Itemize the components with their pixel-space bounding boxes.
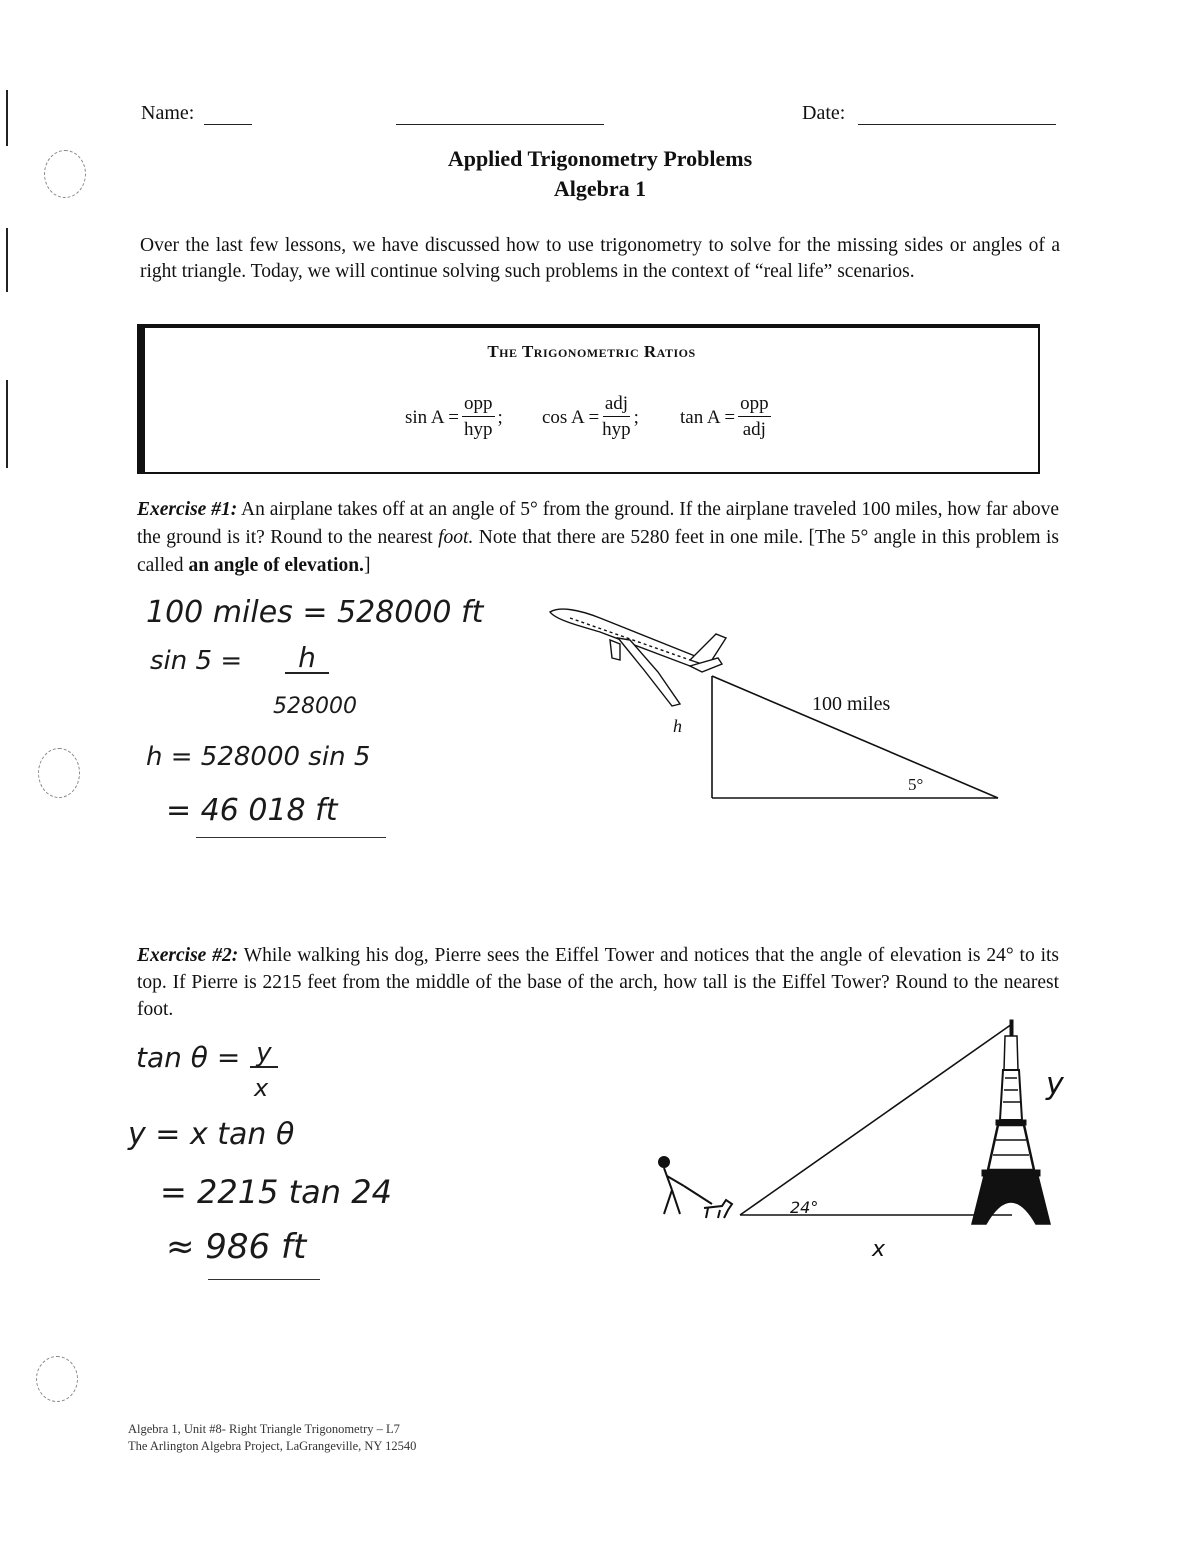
binder-hole — [36, 1356, 78, 1402]
exercise-1-prompt — [137, 496, 1059, 580]
tan-denominator: adj — [742, 419, 766, 440]
ex2-work-y-equation: y = x tan θ — [128, 1117, 295, 1152]
angle-label-24: 24° — [790, 1198, 819, 1217]
page-subtitle: Algebra 1 — [553, 176, 647, 201]
airplane-icon — [550, 609, 726, 706]
tan-formula — [680, 392, 774, 443]
footer-line-2: The Arlington Algebra Project, LaGrangeville, NY 12540 — [128, 1439, 417, 1453]
footer-line-1: Algebra 1, Unit #8- Right Triangle Trigonometry – L7 — [128, 1422, 400, 1436]
cos-separator: ; — [633, 406, 639, 428]
sin-denominator: hyp — [464, 419, 493, 440]
ex1-work-line-1: 100 miles = 528000 ft — [146, 595, 484, 630]
ex2-work-answer: ≈ 986 ft — [166, 1227, 307, 1267]
sin-numerator: opp — [462, 392, 495, 417]
binder-hole — [44, 150, 86, 198]
ex2-work-numerator: y — [250, 1040, 278, 1068]
date-blank[interactable] — [858, 124, 1056, 125]
ex1-work-h-equation: h = 528000 sin 5 — [146, 742, 371, 772]
ex2-work-denominator: x — [254, 1074, 269, 1102]
exercise-1-elevation-term: an angle of elevation. — [188, 555, 364, 576]
height-label: h — [673, 716, 682, 736]
ex2-answer-underline — [208, 1279, 320, 1280]
tan-label: tan A = — [680, 406, 736, 428]
triangle-2 — [740, 1024, 1012, 1215]
date-label: Date: — [802, 102, 846, 124]
eiffel-tower-icon — [972, 1020, 1050, 1224]
exercise-2-label: Exercise #2: — [137, 945, 239, 966]
ex2-work-tan: tan θ = — [136, 1041, 241, 1074]
ex1-work-denominator: 528000 — [273, 694, 357, 719]
scan-edge-mark — [6, 380, 8, 468]
cos-label: cos A = — [542, 406, 600, 428]
page-footer — [128, 1421, 416, 1455]
trig-ratios-box — [137, 324, 1040, 474]
scan-edge-mark — [6, 228, 8, 292]
exercise-2-text: While walking his dog, Pierre sees the Eiffel Tower and notices that the angle of elevation is 24° to its top. If Pierre is 2215 feet from the middle of the base of the arch, how tall is the Eiffel Tower? Round to the nearest foot. — [137, 945, 1059, 1020]
ex1-work-sin: sin 5 = — [150, 646, 243, 676]
angle-label-5: 5° — [908, 775, 924, 794]
name-blank-extended[interactable] — [396, 124, 604, 125]
pierre-and-dog-icon — [659, 1157, 732, 1218]
name-blank[interactable] — [204, 124, 252, 125]
exercise-1-foot: foot. — [438, 527, 474, 548]
cos-formula — [542, 392, 639, 443]
sin-formula — [405, 392, 503, 443]
sin-separator: ; — [497, 406, 503, 428]
intro-paragraph: Over the last few lessons, we have discussed how to use trigonometry to solve for the missing sides or angles of a right triangle. Today, we will continue solving such problems in the context of “real life” scenarios. — [140, 235, 1060, 282]
ex1-answer-underline — [196, 837, 386, 838]
height-label-y: y — [1046, 1067, 1064, 1102]
ex1-work-answer: = 46 018 ft — [166, 793, 338, 828]
tan-fraction — [738, 392, 771, 443]
base-label-x: x — [872, 1237, 886, 1262]
sin-label: sin A = — [405, 406, 460, 428]
cos-denominator: hyp — [602, 419, 631, 440]
ex2-work-substitution: = 2215 tan 24 — [160, 1173, 392, 1211]
exercise-1-text-b: Note that there are 5280 feet in one mile. [The 5° angle in this problem is called — [137, 527, 1059, 576]
airplane-diagram — [540, 600, 1020, 810]
exercise-1-text-a: An airplane takes off at an angle of 5° from the ground. If the airplane traveled 100 miles, how far above the ground is it? Round to the nearest — [137, 499, 1060, 548]
exercise-1-label: Exercise #1: — [137, 499, 238, 520]
ex1-work-numerator: h — [285, 644, 329, 674]
cos-fraction — [602, 392, 631, 443]
tan-numerator: opp — [738, 392, 771, 417]
ratios-box-title: The Trigonometric Ratios — [487, 342, 696, 361]
exercise-1-text-c: ] — [363, 555, 371, 576]
cos-numerator: adj — [603, 392, 630, 417]
name-label: Name: — [141, 102, 195, 124]
hypotenuse-label: 100 miles — [812, 693, 891, 715]
page-title: Applied Trigonometry Problems — [447, 146, 753, 171]
scan-edge-mark — [6, 90, 8, 146]
sin-fraction — [462, 392, 495, 443]
eiffel-diagram — [650, 1010, 1090, 1270]
binder-hole — [38, 748, 80, 798]
